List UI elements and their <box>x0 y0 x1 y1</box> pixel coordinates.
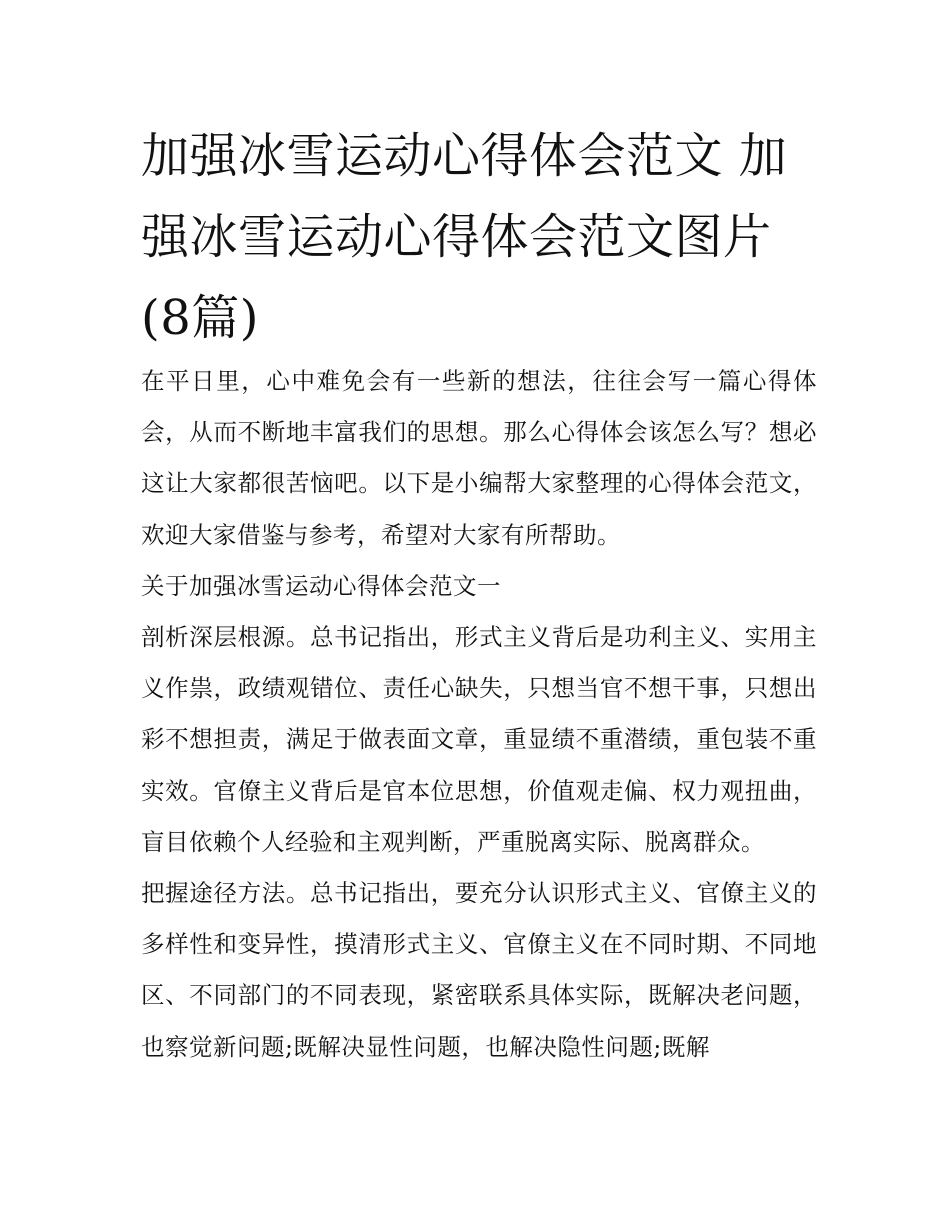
intro-paragraph: 在平日里，心中难免会有一些新的想法，往往会写一篇心得体会，从而不断地丰富我们的思想。那么心得体会该怎么写？想必这让大家都很苦恼吧。以下是小编帮大家整理的心得体会范文，欢迎大家借鉴与参考，希望对大家有所帮助。 <box>141 367 817 549</box>
document-body <box>141 356 817 1073</box>
document-title: 加强冰雪运动心得体会范文 加强冰雪运动心得体会范文图片(8篇) <box>141 128 788 346</box>
body-paragraph-methods: 把握途径方法。总书记指出，要充分认识形式主义、官僚主义的多样性和变异性，摸清形式主义、官僚主义在不同时期、不同地区、不同部门的不同表现，紧密联系具体实际，既解决老问题，也察觉新问题;既解决显性问题，也解决隐性问题;既解 <box>141 879 817 1061</box>
body-paragraph-root-causes: 剖析深层根源。总书记指出，形式主义背后是功利主义、实用主义作祟，政绩观错位、责任心缺失，只想当官不想干事，只想出彩不想担责，满足于做表面文章，重显绩不重潜绩，重包装不重实效。官僚主义背后是官本位思想，价值观走偏、权力观扭曲，盲目依赖个人经验和主观判断，严重脱离实际、脱离群众。 <box>141 623 817 856</box>
section-heading: 关于加强冰雪运动心得体会范文一 <box>141 571 501 600</box>
